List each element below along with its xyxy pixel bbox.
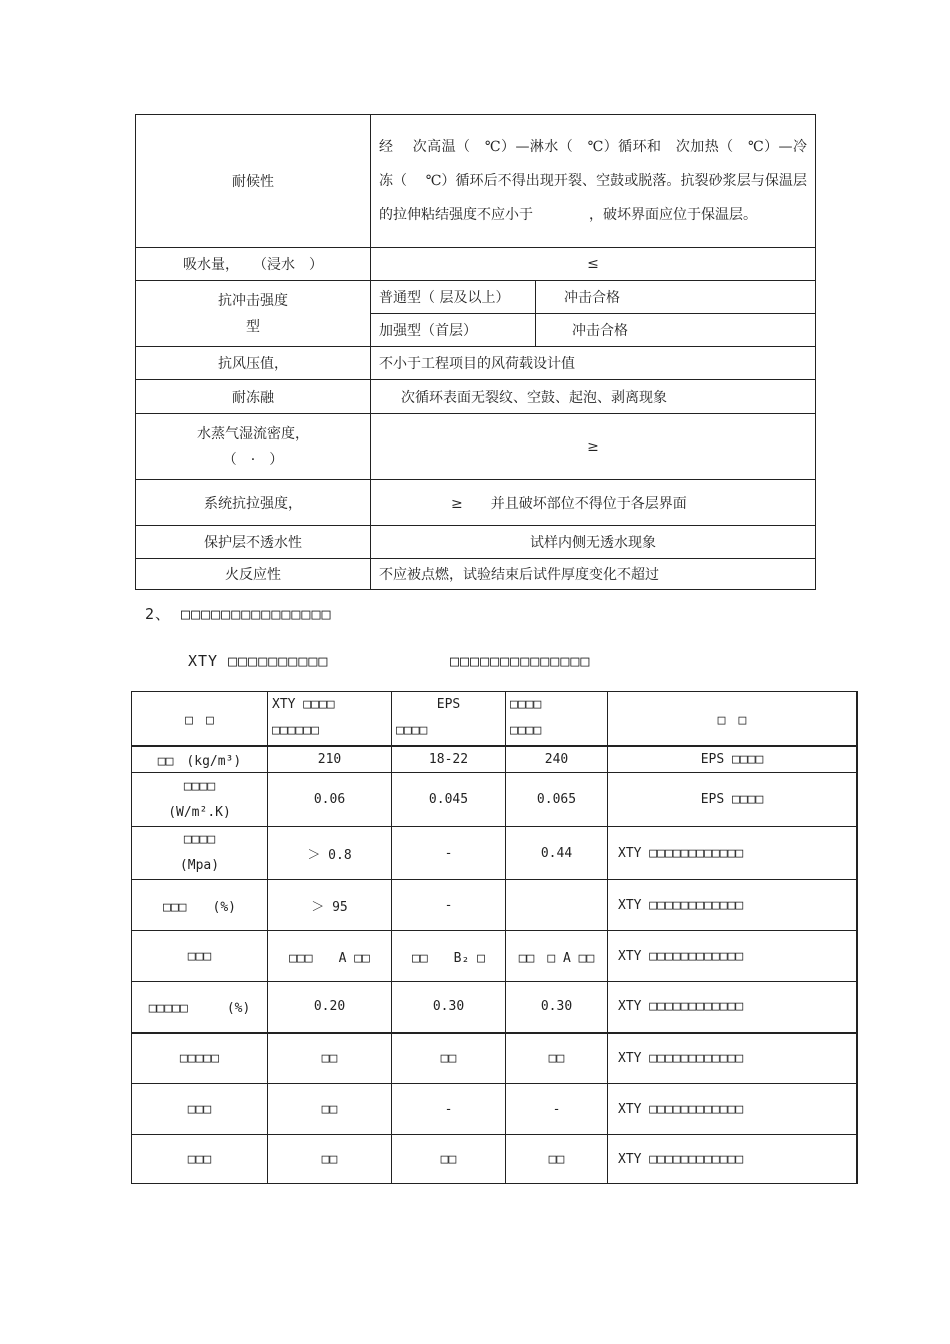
cell-other: □□: [506, 1135, 608, 1184]
header-line: □□□□□□: [272, 723, 319, 739]
row-label: [136, 414, 371, 480]
cell-note: EPS □□□□: [608, 773, 858, 827]
cell-note: XTY □□□□□□□□□□□□: [608, 931, 858, 982]
row-name: [132, 827, 268, 880]
cell-xty: 0.20: [268, 982, 392, 1033]
row-label: [136, 281, 371, 347]
row-label: 火反应性: [136, 559, 371, 590]
row-name: □□□□□ (%): [132, 982, 268, 1033]
cell-other: 0.065: [506, 773, 608, 827]
row-value: 试样内侧无透水现象: [371, 526, 816, 559]
cell-eps: 0.045: [392, 773, 506, 827]
cell-eps: □□: [392, 1135, 506, 1184]
row-name: □□□□□: [132, 1033, 268, 1084]
row-name: [132, 773, 268, 827]
row-value: 次循环表面无裂纹、空鼓、起泡、剥离现象: [371, 380, 816, 414]
header-line: □□□□: [396, 723, 428, 739]
cell-other: 240: [506, 746, 608, 773]
row-label: 保护层不透水性: [136, 526, 371, 559]
row-name: □□□: [132, 931, 268, 982]
header-col3: [506, 692, 608, 746]
cell-other: [506, 880, 608, 931]
row-value: ≤: [371, 248, 816, 281]
row-label: 耐冻融: [136, 380, 371, 414]
cell-xty: □□: [268, 1135, 392, 1184]
name-line: □□□□: [183, 832, 216, 847]
header-col2: [392, 692, 506, 746]
cell-other: 0.30: [506, 982, 608, 1033]
cell-eps: -: [392, 1084, 506, 1135]
header-item: □ □: [132, 692, 268, 746]
cell-other: □□: [506, 1033, 608, 1084]
cell-xty: □□: [268, 1033, 392, 1084]
label-line: 水蒸气湿流密度，: [197, 425, 309, 442]
row-value: ≥: [371, 414, 816, 480]
header-line: EPS: [436, 697, 461, 713]
row-name: □□□: [132, 1084, 268, 1135]
header-note: □ □: [608, 692, 858, 746]
cell-xty: ＞ 95: [268, 880, 392, 931]
cell-eps: 0.30: [392, 982, 506, 1033]
row-label: 吸水量， （浸水 ）: [136, 248, 371, 281]
cell-eps: □□: [392, 1033, 506, 1084]
label-line: 型: [246, 318, 260, 335]
section-title: 2、 □□□□□□□□□□□□□□□: [145, 605, 332, 623]
label-line: （ · ）: [222, 451, 284, 468]
name-line: (W/m².K): [168, 804, 231, 820]
row-label: 抗风压值，: [136, 347, 371, 380]
row-value: 不小于工程项目的风荷载设计值: [371, 347, 816, 380]
comparison-table: [131, 691, 858, 1184]
section-subtitle-right: □□□□□□□□□□□□□□: [450, 652, 591, 670]
cell-eps: □□ B₂ □: [392, 931, 506, 982]
cell-xty: 0.06: [268, 773, 392, 827]
row-value: 经 次高温（ ℃）—淋水（ ℃）循环和 次加热（ ℃）—冷冻（ ℃）循环后不得出现开裂、空鼓或脱落。抗裂砂浆层与保温层的拉伸粘结强度不应小于 ，破坏界面应位于保温层。: [371, 115, 816, 248]
impact-value: 冲击合格: [536, 281, 816, 314]
section-subtitle-left: XTY □□□□□□□□□□: [188, 652, 329, 670]
header-line: □□□□: [510, 697, 542, 713]
impact-type: 加强型（首层）: [371, 314, 536, 347]
row-name: □□□: [132, 1135, 268, 1184]
header-col1: [268, 692, 392, 746]
name-line: □□□□: [183, 778, 216, 794]
cell-eps: 18-22: [392, 746, 506, 773]
name-line: (Mpa): [179, 858, 220, 873]
cell-note: EPS □□□□: [608, 746, 858, 773]
row-value: 不应被点燃，试验结束后试件厚度变化不超过: [371, 559, 816, 590]
cell-note: XTY □□□□□□□□□□□□: [608, 880, 858, 931]
row-label: 耐候性: [136, 115, 371, 248]
performance-table: [135, 114, 816, 590]
impact-value: 冲击合格: [536, 314, 816, 347]
cell-xty: □□: [268, 1084, 392, 1135]
cell-xty: ＞ 0.8: [268, 827, 392, 880]
cell-note: XTY □□□□□□□□□□□□: [608, 1135, 858, 1184]
cell-xty: 210: [268, 746, 392, 773]
row-name: □□□ (%): [132, 880, 268, 931]
cell-note: XTY □□□□□□□□□□□□: [608, 1084, 858, 1135]
cell-note: XTY □□□□□□□□□□□□: [608, 982, 858, 1033]
row-label: 系统抗拉强度，: [136, 480, 371, 526]
cell-note: XTY □□□□□□□□□□□□: [608, 827, 858, 880]
row-name: □□ (kg/m³): [132, 746, 268, 773]
label-line: 抗冲击强度: [218, 292, 288, 309]
cell-eps: -: [392, 827, 506, 880]
cell-eps: -: [392, 880, 506, 931]
cell-xty: □□□ A □□: [268, 931, 392, 982]
row-value: ≥ 并且破坏部位不得位于各层界面: [371, 480, 816, 526]
header-line: XTY □□□□: [272, 697, 335, 713]
impact-type: 普通型（ 层及以上）: [371, 281, 536, 314]
header-line: □□□□: [510, 723, 542, 739]
cell-note: XTY □□□□□□□□□□□□: [608, 1033, 858, 1084]
cell-other: □□ □ A □□: [506, 931, 608, 982]
cell-other: 0.44: [506, 827, 608, 880]
cell-other: -: [506, 1084, 608, 1135]
